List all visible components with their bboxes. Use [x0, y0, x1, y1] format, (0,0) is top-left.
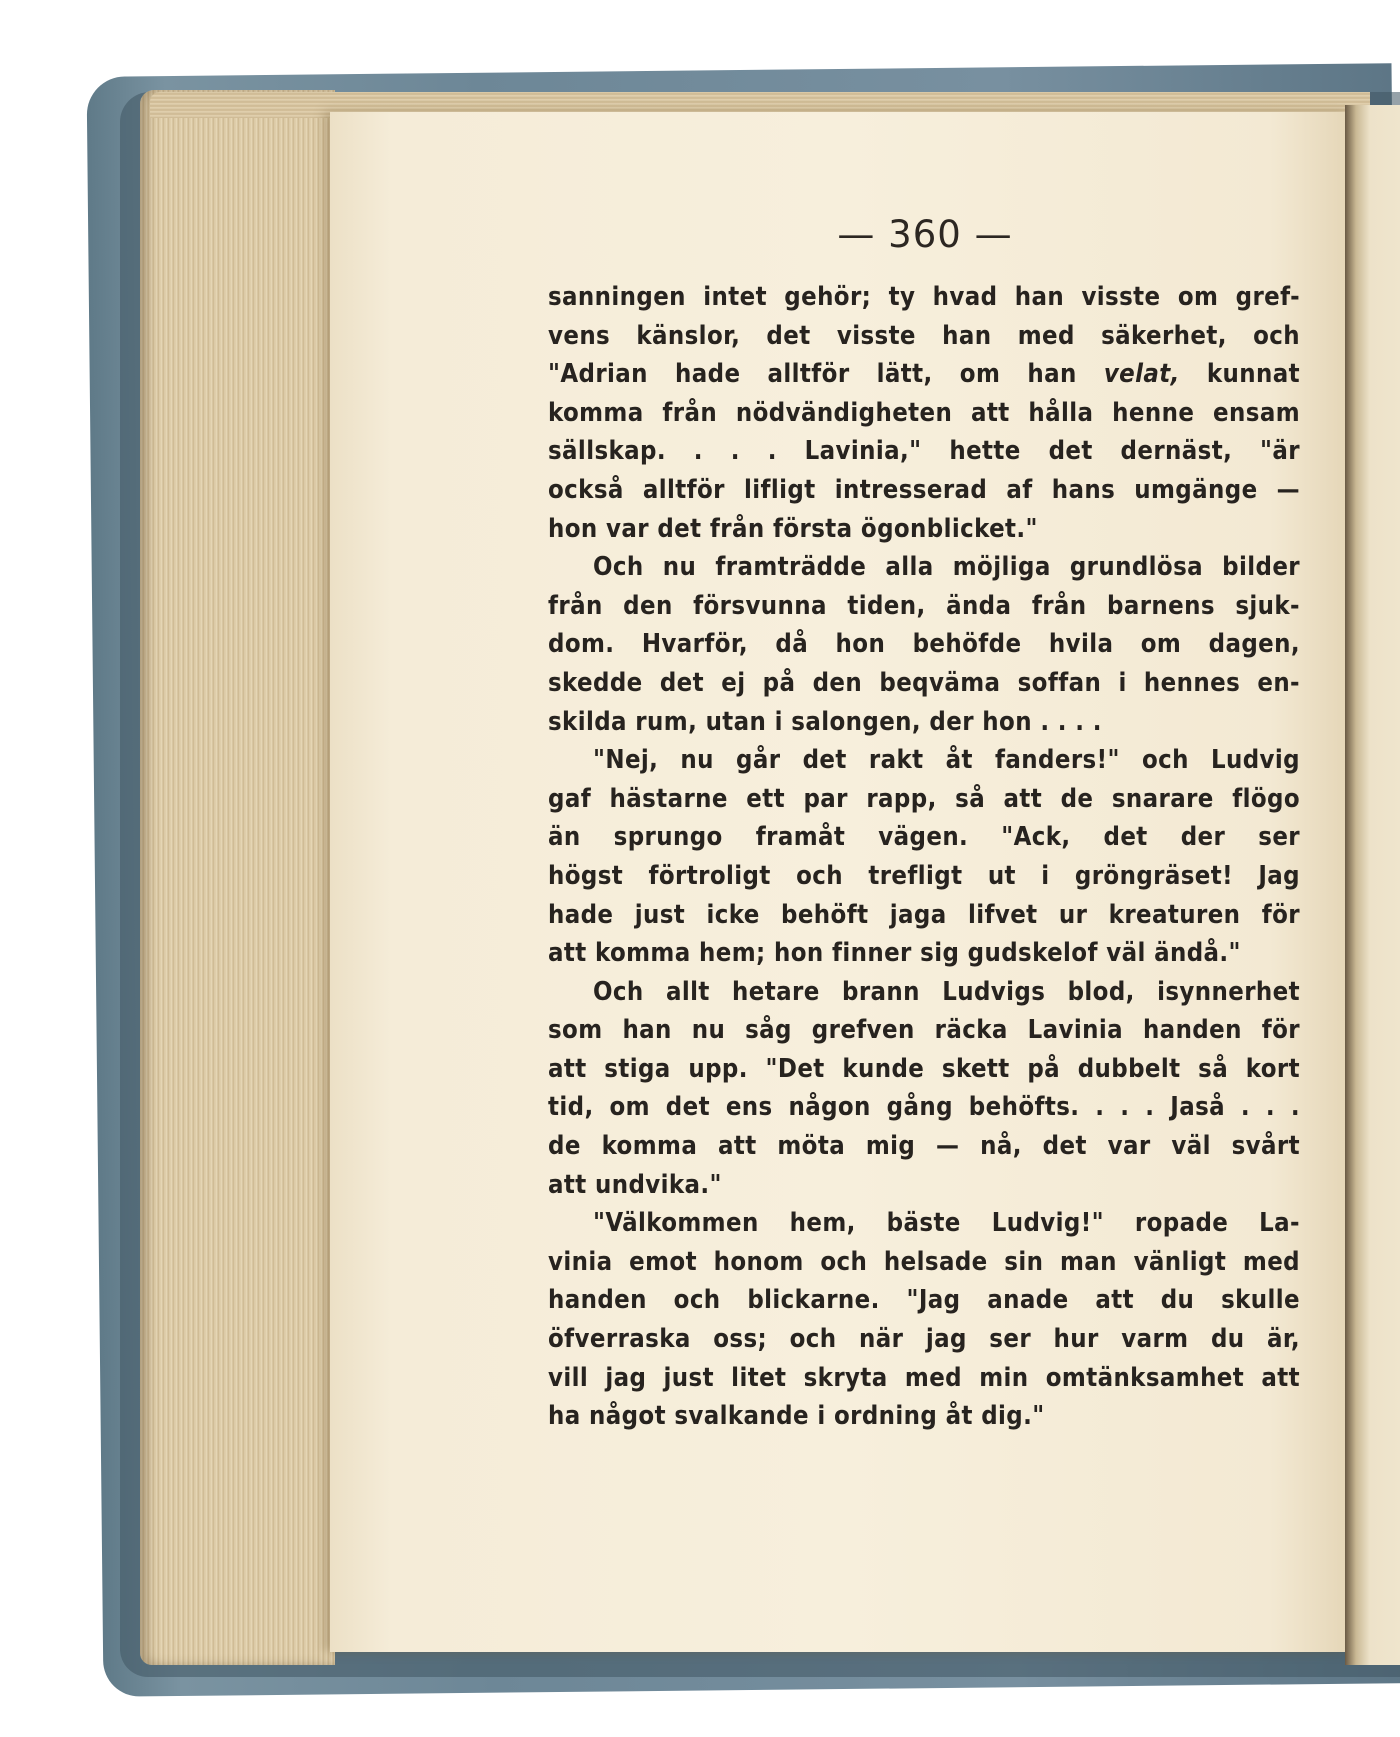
page-edges	[140, 90, 335, 1665]
text-line: att stiga upp. "Det kunde skett på dubbelt så kort	[548, 1053, 1300, 1084]
text-line: vens känslor, det visste han med säkerhet, och	[548, 320, 1300, 351]
text-line: komma från nödvändigheten att hålla henne ensam	[548, 397, 1300, 428]
text-line: att undvika."	[548, 1169, 722, 1200]
text-line: de komma att möta mig — nå, det var väl svårt	[548, 1131, 1300, 1162]
text-line: som han nu såg grefven räcka Lavinia handen för	[548, 1015, 1300, 1046]
text-line: skedde det ej på den beqväma soffan i hennes en-	[548, 667, 1300, 698]
text-line: gaf hästarne ett par rapp, så att de snarare flögo	[548, 783, 1300, 814]
text-line: handen och blickarne. "Jag anade att du skulle	[548, 1285, 1300, 1316]
page-text	[548, 278, 1300, 1436]
text-line: Och nu framträdde alla möjliga grundlösa bilder	[593, 552, 1300, 583]
text-span: kunnat	[1179, 359, 1300, 390]
text-line: ha något svalkande i ordning åt dig."	[548, 1401, 1045, 1432]
text-line: öfverraska oss; och när jag ser hur varm du är,	[548, 1324, 1300, 1355]
text-line: vill jag just litet skryta med min omtänksamhet att	[548, 1362, 1300, 1393]
text-line: hade just icke behöft jaga lifvet ur kreaturen för	[548, 899, 1300, 930]
text-line: skilda rum, utan i salongen, der hon . . . .	[548, 706, 1102, 737]
page-number: — 360 —	[837, 213, 1013, 256]
text-line: än sprungo framåt vägen. "Ack, det der ser	[548, 822, 1300, 853]
italic-word: velat,	[1103, 359, 1180, 390]
text-line: från den försvunna tiden, ända från barnens sjuk-	[548, 590, 1300, 621]
text-line: dom. Hvarför, då hon behöfde hvila om dagen,	[548, 629, 1300, 660]
text-line: sanningen intet gehör; ty hvad han visste om gref-	[548, 282, 1300, 312]
text-line: högst förtroligt och trefligt ut i gröngräset! Jag	[548, 860, 1300, 891]
text-line: "Nej, nu går det rakt åt fanders!" och Ludvig	[593, 745, 1300, 776]
text-line: tid, om det ens någon gång behöfts. . . . Jaså . . .	[548, 1092, 1300, 1123]
text-line: också alltför lifligt intresserad af hans umgänge —	[548, 474, 1300, 505]
text-line: vinia emot honom och helsade sin man vänligt med	[548, 1246, 1300, 1277]
text-line: att komma hem; hon finner sig gudskelof väl ändå."	[548, 938, 1241, 969]
text-line: sällskap. . . . Lavinia," hette det dernäst, "är	[548, 436, 1300, 467]
text-line: Och allt hetare brann Ludvigs blod, isynnerhet	[593, 976, 1300, 1007]
book-gutter	[1345, 105, 1400, 1665]
text-span: "Adrian hade alltför lätt, om han	[548, 359, 1104, 390]
text-line	[548, 355, 1300, 394]
text-line: hon var det från första ögonblicket."	[548, 513, 1038, 544]
text-line: "Välkommen hem, bäste Ludvig!" ropade La-	[593, 1208, 1300, 1239]
